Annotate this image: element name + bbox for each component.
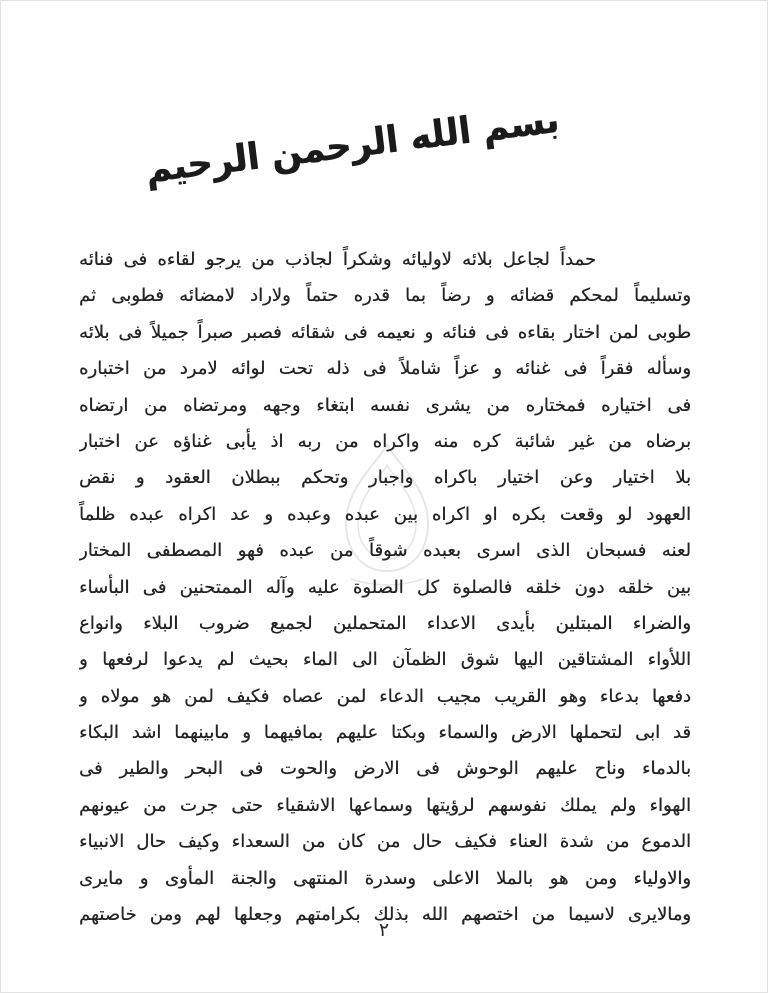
body-text-line: قد ابى لتحملها الارض والسماء وبكتا عليهم بمافيهما و مابينهما اشد البكاء [79,722,691,744]
body-text-line: ومالايرى لاسيما من اختصهم الله بذلك بكرامتهم وجعلها لهم ومن خاصتهم [79,904,691,926]
body-text [79,243,691,934]
body-text-line: بلا اختيار وعن اختيار باكراه واجبار وتحكم ببطلان العقود و نقض [79,467,691,489]
body-text-line: بالدماء وناح عليهم الوحوش فى الارض والحوت فى البحر والطير فى [79,758,691,780]
body-text-line: الهواء ولم يملك نفوسهم لرؤيتها وسماعها الاشقياء حتى جرت من عيونهم [79,794,691,816]
body-text-line: والاولياء ومن هو بالملا الاعلى وسدرة المنتهى والجنة المأوى و مايرى [79,867,691,889]
body-text-line: اللأواء المشتاقين اليها شوق الظمآن الى الماء بحيث لم يدعوا لرفعها و [79,649,691,671]
body-text-line: برضاه من غير شائبة كره منه واكراه من ربه اذ يأبى غناؤه عن اختبار [79,430,691,452]
body-text-line: وسأله فقراً فى غنائه و عزاً شاملاً فى ذله تحت لوائه لامرد من اختباره [79,358,691,380]
body-text-line: والضراء المبتلين بأيدى الاعداء المتحملين لجميع ضروب البلاء وانواع [79,612,691,634]
body-text-line: طوبى لمن اختار بقاءه فى فنائه و نعيمه فى شقائه فصبر صبراً جميلاً فى بلائه [79,321,691,343]
body-text-line: العهود لو وقعت بكره او اكراه بين عبده وعبده و عد اكراه عبده ظلماً [79,503,691,525]
body-text-line: حمداً لجاعل بلائه لاوليائه وشكراً لجاذب من يرجو لقاءه فى فنائه [79,249,596,270]
body-text-line: فى اختياره فمختاره من يشرى نفسه ابتغاء وجهه ومرتضاه من ارتضاه [79,394,691,416]
bismillah-calligraphy: بسم الله الرحمن الرحيم [142,97,562,192]
body-text-line: وتسليماً لمحكم قضائه و رضاً بما قدره حتماً ولاراد لامضائه فطوبى ثم [79,285,691,307]
body-text-line: دفعها بدعاء وهو القريب مجيب الدعاء لمن عصاه فكيف لمن هو مولاه و [79,685,691,707]
page-number: ٢ [378,919,390,941]
body-text-line: الدموع من شدة العناء فكيف حال من كان من السعداء وكيف حال الانبياء [79,831,691,853]
body-text-line: لعنه فسبحان الذى اسرى بعبده شوقاً من عبده فهو المصطفى المختار [79,540,691,562]
body-text-line: بين خلقه دون خلقه فالصلوة كل الصلوة عليه وآله الممتحنين فى البأساء [79,576,691,598]
